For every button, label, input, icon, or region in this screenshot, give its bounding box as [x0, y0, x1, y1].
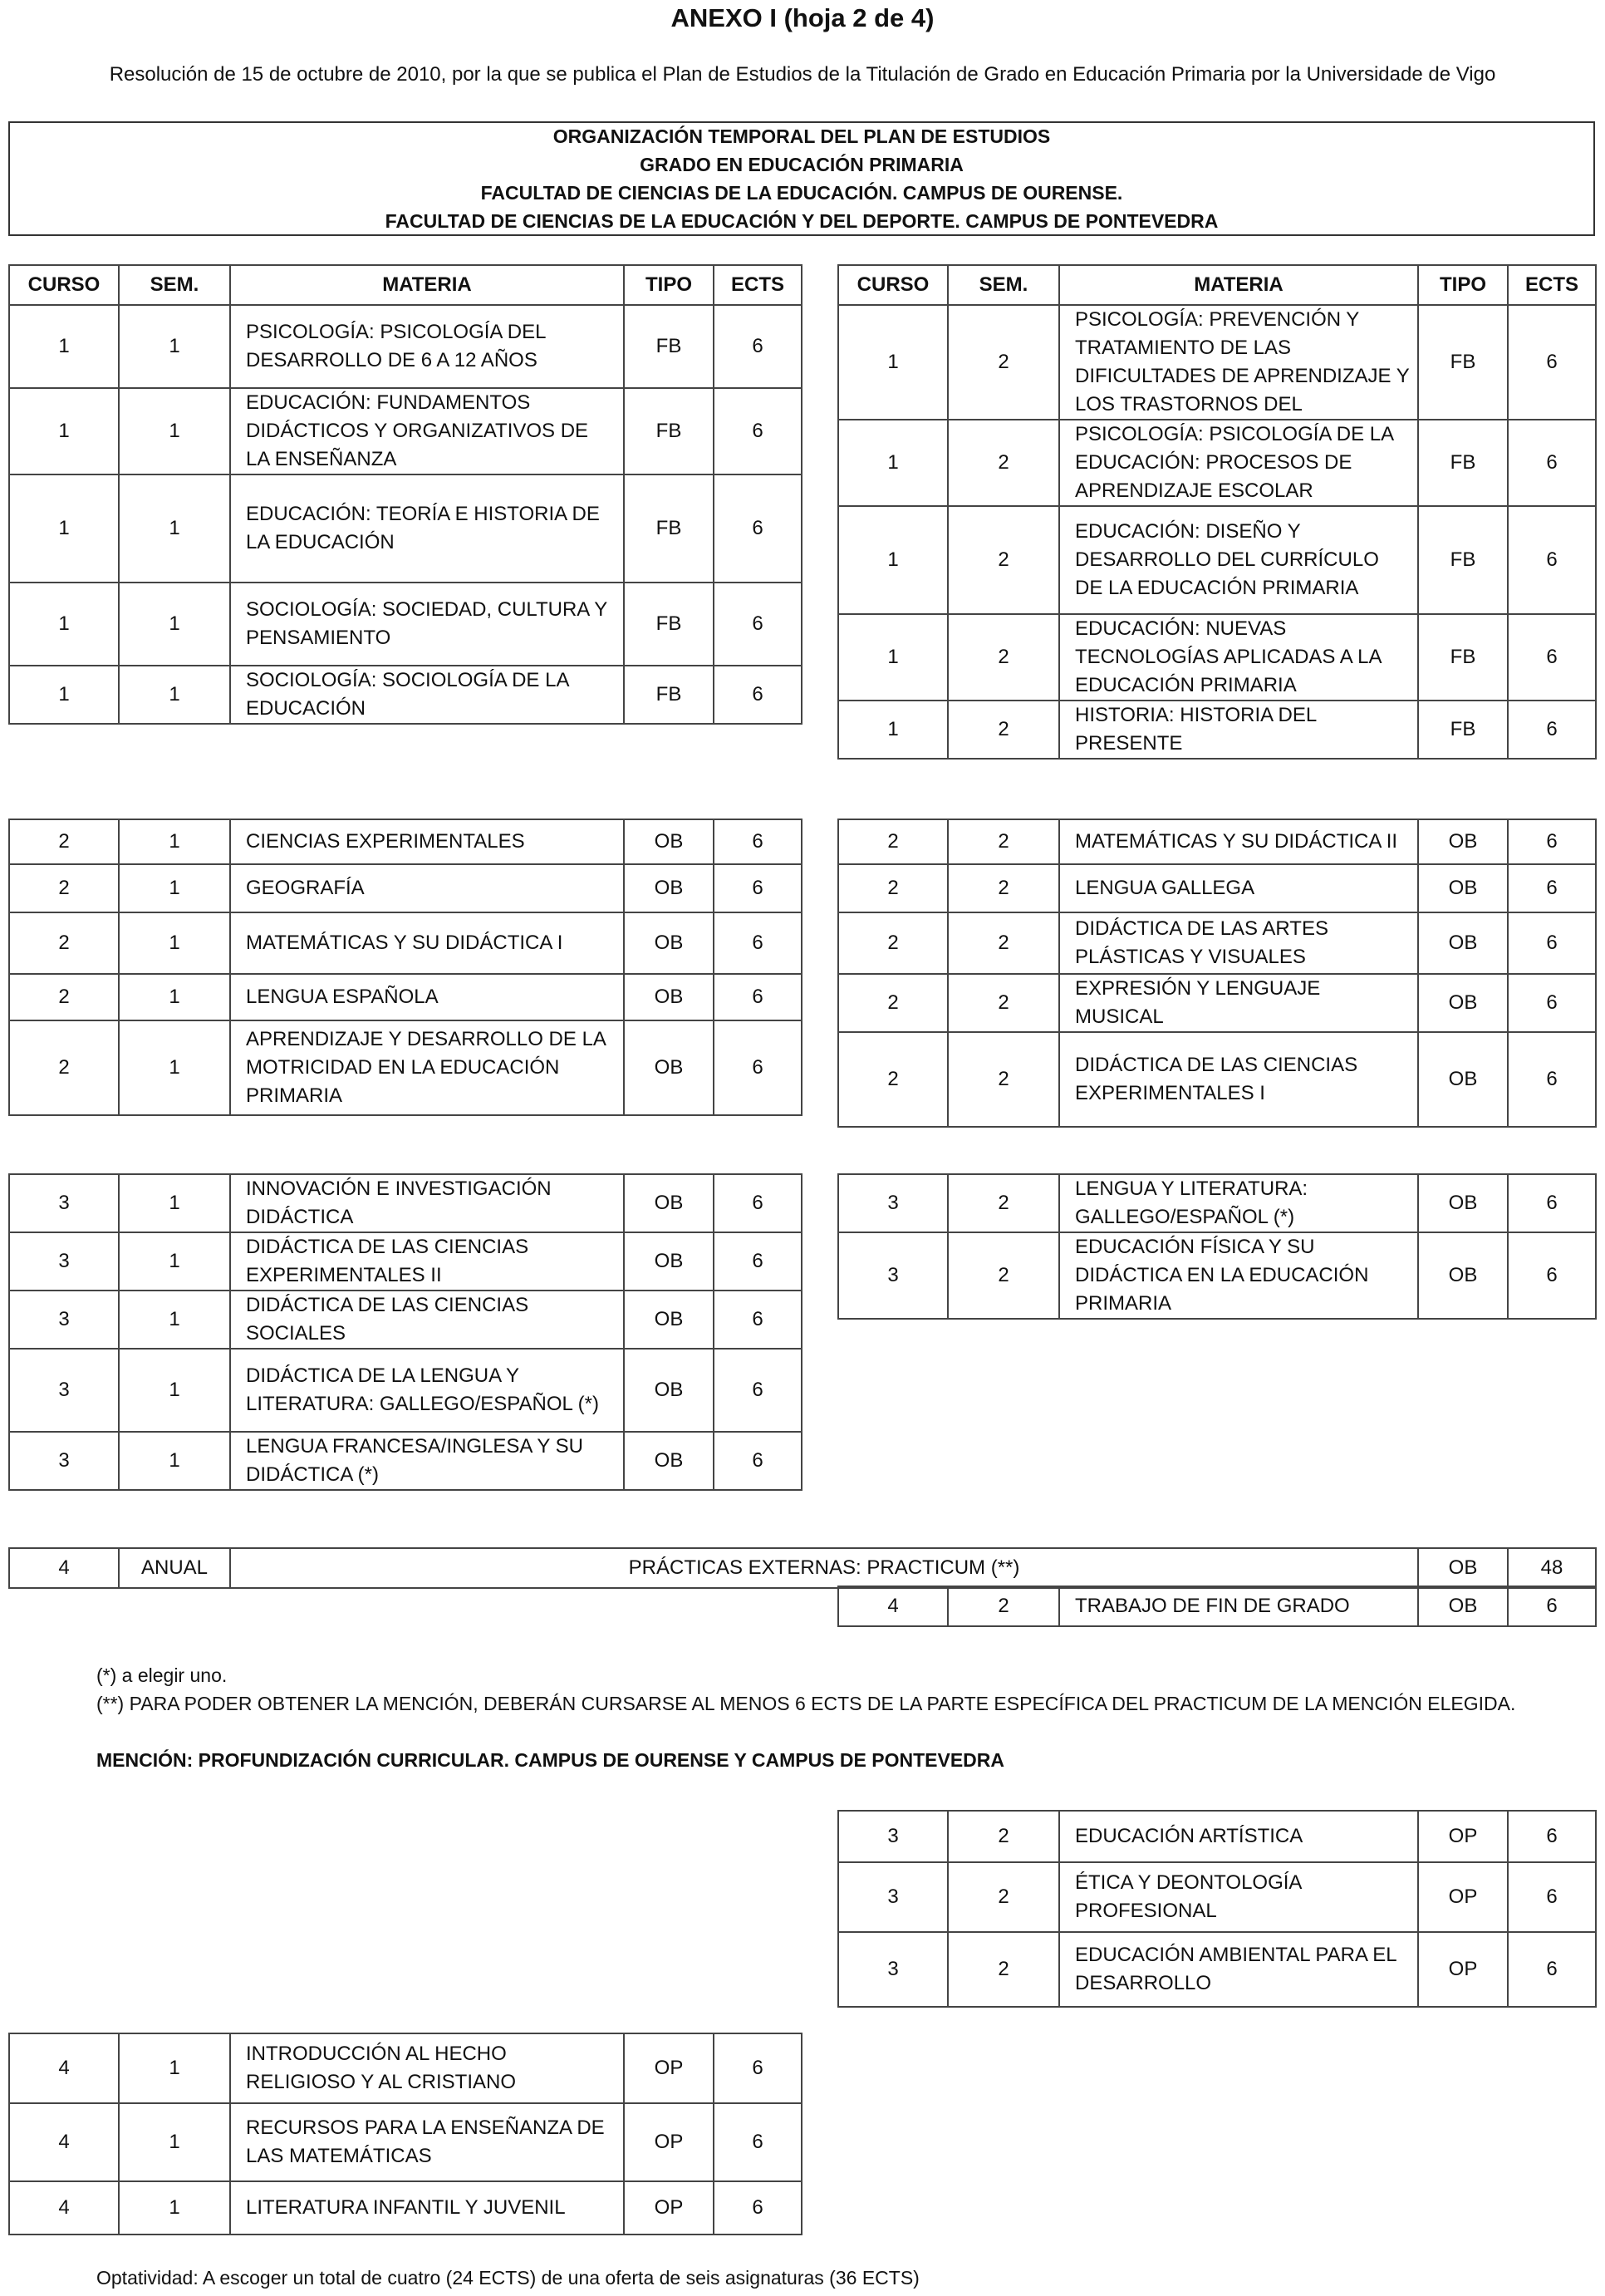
materia-cell: DIDÁCTICA DE LAS CIENCIAS SOCIALES — [230, 1291, 624, 1349]
materia-cell: MATEMÁTICAS Y SU DIDÁCTICA I — [230, 912, 624, 974]
sem-cell: 1 — [119, 864, 230, 912]
ects-cell: 6 — [714, 388, 802, 474]
mencion-right-table — [837, 1810, 1597, 2008]
ects-cell: 6 — [1508, 819, 1596, 864]
curso-cell: 3 — [9, 1232, 119, 1291]
materia-cell: ÉTICA Y DEONTOLOGÍA PROFESIONAL — [1059, 1862, 1418, 1932]
table-row — [9, 2033, 802, 2103]
table-row — [9, 666, 802, 724]
curso-cell: 3 — [838, 1174, 948, 1232]
tipo-cell: OB — [624, 912, 714, 974]
table-row — [838, 1174, 1596, 1232]
table-row — [838, 506, 1596, 614]
table-row — [9, 819, 802, 864]
sem-cell: 2 — [948, 819, 1059, 864]
tipo-cell: OP — [624, 2103, 714, 2181]
curso-cell: 3 — [9, 1349, 119, 1432]
tipo-cell: OB — [624, 974, 714, 1020]
ects-cell: 6 — [714, 1432, 802, 1490]
sem-cell: 1 — [119, 1291, 230, 1349]
sem-cell: 2 — [948, 506, 1059, 614]
curso-cell: 4 — [9, 1548, 119, 1588]
table-row — [838, 1811, 1596, 1862]
ects-cell: 6 — [1508, 864, 1596, 912]
curso-cell: 2 — [9, 974, 119, 1020]
ects-cell: 6 — [714, 819, 802, 864]
materia-cell: RECURSOS PARA LA ENSEÑANZA DE LAS MATEMÁTICAS — [230, 2103, 624, 2181]
materia-cell: LENGUA Y LITERATURA: GALLEGO/ESPAÑOL (*) — [1059, 1174, 1418, 1232]
ects-cell: 6 — [714, 1291, 802, 1349]
table-row — [838, 701, 1596, 759]
materia-cell: EDUCACIÓN: FUNDAMENTOS DIDÁCTICOS Y ORGANIZATIVOS DE LA ENSEÑANZA — [230, 388, 624, 474]
ects-cell: 6 — [714, 2103, 802, 2181]
ects-cell: 6 — [1508, 1586, 1596, 1626]
tipo-cell: OP — [1418, 1932, 1508, 2007]
header-line: ORGANIZACIÓN TEMPORAL DEL PLAN DE ESTUDIOS — [552, 125, 1051, 147]
tipo-cell: OB — [1418, 1548, 1508, 1588]
table-row — [9, 1291, 802, 1349]
year1-left-table — [8, 264, 802, 725]
materia-cell: INTRODUCCIÓN AL HECHO RELIGIOSO Y AL CRISTIANO — [230, 2033, 624, 2103]
tipo-cell: FB — [624, 583, 714, 666]
curso-cell: 2 — [9, 912, 119, 974]
sem-cell: 2 — [948, 614, 1059, 701]
ects-cell: 6 — [714, 583, 802, 666]
table-row — [838, 1862, 1596, 1932]
materia-cell: PSICOLOGÍA: PSICOLOGÍA DE LA EDUCACIÓN: PROCESOS DE APRENDIZAJE ESCOLAR — [1059, 420, 1418, 506]
tipo-cell: OP — [1418, 1811, 1508, 1862]
tipo-cell: OP — [1418, 1862, 1508, 1932]
sem-cell: 1 — [119, 666, 230, 724]
curso-cell: 1 — [9, 583, 119, 666]
curso-cell: 3 — [9, 1174, 119, 1232]
tipo-cell: OB — [624, 1432, 714, 1490]
materia-cell: TRABAJO DE FIN DE GRADO — [1059, 1586, 1418, 1626]
curso-cell: 1 — [838, 305, 948, 420]
sem-cell: 2 — [948, 1586, 1059, 1626]
table-row — [838, 420, 1596, 506]
table-row — [838, 819, 1596, 864]
sem-cell: 1 — [119, 1174, 230, 1232]
tipo-cell: OP — [624, 2033, 714, 2103]
sem-cell: 2 — [948, 974, 1059, 1032]
ects-cell: 6 — [1508, 1032, 1596, 1127]
tipo-cell: OB — [624, 1349, 714, 1432]
tipo-header: TIPO — [1418, 265, 1508, 305]
tipo-cell: OB — [624, 819, 714, 864]
sem-cell: 1 — [119, 583, 230, 666]
materia-cell: CIENCIAS EXPERIMENTALES — [230, 819, 624, 864]
table-row — [838, 1232, 1596, 1319]
table-row — [838, 974, 1596, 1032]
tipo-cell: FB — [1418, 420, 1508, 506]
footnote-practicum: (**) PARA PODER OBTENER LA MENCIÓN, DEBERÁN CURSARSE AL MENOS 6 ECTS DE LA PARTE ESPECÍFICA DEL PRACTICUM DE LA MENCIÓN ELEGIDA. — [96, 1693, 1516, 1714]
materia-cell: MATEMÁTICAS Y SU DIDÁCTICA II — [1059, 819, 1418, 864]
ects-header: ECTS — [714, 265, 802, 305]
ects-cell: 6 — [1508, 912, 1596, 974]
materia-cell: APRENDIZAJE Y DESARROLLO DE LA MOTRICIDAD EN LA EDUCACIÓN PRIMARIA — [230, 1020, 624, 1115]
materia-cell: GEOGRAFÍA — [230, 864, 624, 912]
curso-cell: 4 — [9, 2033, 119, 2103]
footnote-choose-one: (*) a elegir uno. — [96, 1664, 228, 1686]
year3-right-table — [837, 1173, 1597, 1320]
materia-header: MATERIA — [230, 265, 624, 305]
year1-right-table — [837, 264, 1597, 760]
ects-cell: 6 — [714, 2181, 802, 2235]
ects-header: ECTS — [1508, 265, 1596, 305]
sem-header: SEM. — [948, 265, 1059, 305]
tipo-cell: FB — [624, 474, 714, 583]
table-row — [9, 2103, 802, 2181]
ects-cell: 6 — [714, 2033, 802, 2103]
materia-cell: PSICOLOGÍA: PSICOLOGÍA DEL DESARROLLO DE 6 A 12 AÑOS — [230, 305, 624, 388]
table-row — [9, 912, 802, 974]
ects-cell: 6 — [714, 474, 802, 583]
materia-cell: EDUCACIÓN AMBIENTAL PARA EL DESARROLLO — [1059, 1932, 1418, 2007]
materia-cell: LENGUA FRANCESA/INGLESA Y SU DIDÁCTICA (*) — [230, 1432, 624, 1490]
ects-cell: 6 — [1508, 506, 1596, 614]
tipo-cell: FB — [1418, 614, 1508, 701]
curso-cell: 2 — [9, 864, 119, 912]
curso-cell: 2 — [838, 912, 948, 974]
sem-cell: 1 — [119, 2103, 230, 2181]
table-row — [838, 864, 1596, 912]
tipo-cell: OB — [1418, 864, 1508, 912]
sem-cell: 1 — [119, 1232, 230, 1291]
tipo-cell: OB — [1418, 819, 1508, 864]
sem-cell: 2 — [948, 305, 1059, 420]
ects-cell: 6 — [714, 864, 802, 912]
resolution-subtitle: Resolución de 15 de octubre de 2010, por la que se publica el Plan de Estudios de la Titulación de Grado en Educación Primaria por la Universidade de Vigo — [109, 63, 1496, 86]
plan-header-box — [8, 121, 1595, 236]
header-row — [838, 265, 1596, 305]
year4-practicum-table — [8, 1547, 1597, 1589]
tipo-cell: FB — [1418, 506, 1508, 614]
table-row — [838, 305, 1596, 420]
materia-cell: SOCIOLOGÍA: SOCIOLOGÍA DE LA EDUCACIÓN — [230, 666, 624, 724]
curso-cell: 2 — [838, 864, 948, 912]
materia-cell: PSICOLOGÍA: PREVENCIÓN Y TRATAMIENTO DE LAS DIFICULTADES DE APRENDIZAJE Y LOS TRASTORNOS DEL — [1059, 305, 1418, 420]
tipo-cell: FB — [624, 666, 714, 724]
tipo-cell: FB — [624, 388, 714, 474]
tipo-cell: OP — [624, 2181, 714, 2235]
sem-cell: 2 — [948, 912, 1059, 974]
table-row — [9, 583, 802, 666]
materia-cell: LENGUA GALLEGA — [1059, 864, 1418, 912]
year3-left-table — [8, 1173, 802, 1491]
header-line: GRADO EN EDUCACIÓN PRIMARIA — [640, 154, 964, 175]
sem-cell: 2 — [948, 1232, 1059, 1319]
materia-cell: EXPRESIÓN Y LENGUAJE MUSICAL — [1059, 974, 1418, 1032]
ects-cell: 6 — [1508, 420, 1596, 506]
curso-cell: 3 — [838, 1811, 948, 1862]
materia-cell: LENGUA ESPAÑOLA — [230, 974, 624, 1020]
table-row — [9, 1174, 802, 1232]
ects-cell: 6 — [714, 912, 802, 974]
materia-cell: LITERATURA INFANTIL Y JUVENIL — [230, 2181, 624, 2235]
materia-cell: HISTORIA: HISTORIA DEL PRESENTE — [1059, 701, 1418, 759]
materia-cell: EDUCACIÓN: NUEVAS TECNOLOGÍAS APLICADAS A LA EDUCACIÓN PRIMARIA — [1059, 614, 1418, 701]
tipo-cell: FB — [624, 305, 714, 388]
materia-cell: INNOVACIÓN E INVESTIGACIÓN DIDÁCTICA — [230, 1174, 624, 1232]
curso-cell: 3 — [838, 1932, 948, 2007]
curso-cell: 1 — [9, 474, 119, 583]
table-row — [838, 1032, 1596, 1127]
ects-cell: 6 — [1508, 305, 1596, 420]
year2-left-table — [8, 819, 802, 1116]
tipo-cell: FB — [1418, 701, 1508, 759]
tipo-cell: OB — [624, 1020, 714, 1115]
optatividad-note: Optatividad: A escoger un total de cuatro (24 ECTS) de una oferta de seis asignaturas (36 ECTS) — [96, 2267, 920, 2289]
ects-cell: 6 — [1508, 1811, 1596, 1862]
table-row — [838, 1586, 1596, 1626]
ects-cell: 6 — [714, 1232, 802, 1291]
ects-cell: 6 — [714, 1349, 802, 1432]
curso-cell: 1 — [838, 420, 948, 506]
table-row — [838, 614, 1596, 701]
materia-cell: DIDÁCTICA DE LAS CIENCIAS EXPERIMENTALES II — [230, 1232, 624, 1291]
table-row — [838, 912, 1596, 974]
sem-cell: 1 — [119, 474, 230, 583]
ects-cell: 6 — [1508, 701, 1596, 759]
sem-cell: 1 — [119, 305, 230, 388]
ects-cell: 6 — [714, 1020, 802, 1115]
curso-cell: 1 — [838, 506, 948, 614]
table-row — [9, 974, 802, 1020]
tipo-cell: FB — [1418, 305, 1508, 420]
tipo-cell: OB — [1418, 912, 1508, 974]
sem-cell: 2 — [948, 701, 1059, 759]
table-row — [9, 1548, 1596, 1588]
table-row — [9, 1020, 802, 1115]
tipo-cell: OB — [1418, 1032, 1508, 1127]
sem-cell: 2 — [948, 1032, 1059, 1127]
curso-cell: 2 — [838, 974, 948, 1032]
ects-cell: 48 — [1508, 1548, 1596, 1588]
table-row — [838, 1932, 1596, 2007]
ects-cell: 6 — [714, 305, 802, 388]
curso-cell: 2 — [838, 819, 948, 864]
table-row — [9, 305, 802, 388]
table-row — [9, 1432, 802, 1490]
tipo-cell: OB — [1418, 974, 1508, 1032]
ects-cell: 6 — [1508, 614, 1596, 701]
materia-cell: DIDÁCTICA DE LAS CIENCIAS EXPERIMENTALES I — [1059, 1032, 1418, 1127]
mencion-left-table — [8, 2033, 802, 2235]
ects-cell: 6 — [714, 1174, 802, 1232]
ects-cell: 6 — [1508, 1174, 1596, 1232]
curso-cell: 1 — [9, 388, 119, 474]
table-row — [9, 1232, 802, 1291]
materia-cell: SOCIOLOGÍA: SOCIEDAD, CULTURA Y PENSAMIENTO — [230, 583, 624, 666]
ects-cell: 6 — [714, 974, 802, 1020]
sem-cell: 1 — [119, 912, 230, 974]
table-row — [9, 1349, 802, 1432]
ects-cell: 6 — [1508, 1862, 1596, 1932]
year2-right-table — [837, 819, 1597, 1128]
sem-cell: 1 — [119, 1432, 230, 1490]
sem-cell: 2 — [948, 864, 1059, 912]
ects-cell: 6 — [1508, 974, 1596, 1032]
materia-cell: PRÁCTICAS EXTERNAS: PRACTICUM (**) — [230, 1548, 1418, 1588]
curso-cell: 2 — [838, 1032, 948, 1127]
table-row — [9, 388, 802, 474]
sem-cell: 1 — [119, 388, 230, 474]
sem-cell: 1 — [119, 2033, 230, 2103]
curso-cell: 3 — [9, 1291, 119, 1349]
curso-cell: 3 — [9, 1432, 119, 1490]
table-row — [9, 2181, 802, 2235]
sem-cell: 1 — [119, 2181, 230, 2235]
header-row — [9, 265, 802, 305]
sem-cell: ANUAL — [119, 1548, 230, 1588]
materia-cell: EDUCACIÓN: TEORÍA E HISTORIA DE LA EDUCACIÓN — [230, 474, 624, 583]
curso-cell: 3 — [838, 1232, 948, 1319]
document-title: ANEXO I (hoja 2 de 4) — [670, 3, 935, 32]
mencion-title: MENCIÓN: PROFUNDIZACIÓN CURRICULAR. CAMPUS DE OURENSE Y CAMPUS DE PONTEVEDRA — [96, 1749, 1004, 1771]
tipo-cell: OB — [624, 1291, 714, 1349]
sem-cell: 2 — [948, 420, 1059, 506]
materia-cell: EDUCACIÓN ARTÍSTICA — [1059, 1811, 1418, 1862]
materia-cell: EDUCACIÓN FÍSICA Y SU DIDÁCTICA EN LA EDUCACIÓN PRIMARIA — [1059, 1232, 1418, 1319]
sem-cell: 2 — [948, 1932, 1059, 2007]
ects-cell: 6 — [1508, 1232, 1596, 1319]
curso-cell: 1 — [9, 666, 119, 724]
curso-header: CURSO — [838, 265, 948, 305]
tipo-header: TIPO — [624, 265, 714, 305]
sem-cell: 1 — [119, 1349, 230, 1432]
table-row — [9, 474, 802, 583]
header-line: FACULTAD DE CIENCIAS DE LA EDUCACIÓN Y DEL DEPORTE. CAMPUS DE PONTEVEDRA — [385, 210, 1219, 232]
sem-cell: 2 — [948, 1862, 1059, 1932]
sem-cell: 1 — [119, 819, 230, 864]
tipo-cell: OB — [1418, 1586, 1508, 1626]
sem-cell: 1 — [119, 1020, 230, 1115]
sem-cell: 2 — [948, 1811, 1059, 1862]
materia-cell: DIDÁCTICA DE LA LENGUA Y LITERATURA: GALLEGO/ESPAÑOL (*) — [230, 1349, 624, 1432]
curso-cell: 3 — [838, 1862, 948, 1932]
sem-header: SEM. — [119, 265, 230, 305]
table-row — [9, 864, 802, 912]
tipo-cell: OB — [624, 1174, 714, 1232]
ects-cell: 6 — [1508, 1932, 1596, 2007]
curso-header: CURSO — [9, 265, 119, 305]
curso-cell: 1 — [838, 701, 948, 759]
curso-cell: 4 — [9, 2181, 119, 2235]
sem-cell: 2 — [948, 1174, 1059, 1232]
tipo-cell: OB — [1418, 1174, 1508, 1232]
curso-cell: 2 — [9, 1020, 119, 1115]
materia-cell: EDUCACIÓN: DISEÑO Y DESARROLLO DEL CURRÍCULO DE LA EDUCACIÓN PRIMARIA — [1059, 506, 1418, 614]
curso-cell: 2 — [9, 819, 119, 864]
curso-cell: 4 — [838, 1586, 948, 1626]
curso-cell: 1 — [9, 305, 119, 388]
curso-cell: 1 — [838, 614, 948, 701]
year4-tfg-table — [837, 1586, 1597, 1627]
tipo-cell: OB — [624, 864, 714, 912]
ects-cell: 6 — [714, 666, 802, 724]
curso-cell: 4 — [9, 2103, 119, 2181]
header-line: FACULTAD DE CIENCIAS DE LA EDUCACIÓN. CAMPUS DE OURENSE. — [480, 182, 1123, 204]
tipo-cell: OB — [624, 1232, 714, 1291]
tipo-cell: OB — [1418, 1232, 1508, 1319]
materia-cell: DIDÁCTICA DE LAS ARTES PLÁSTICAS Y VISUALES — [1059, 912, 1418, 974]
materia-header: MATERIA — [1059, 265, 1418, 305]
sem-cell: 1 — [119, 974, 230, 1020]
